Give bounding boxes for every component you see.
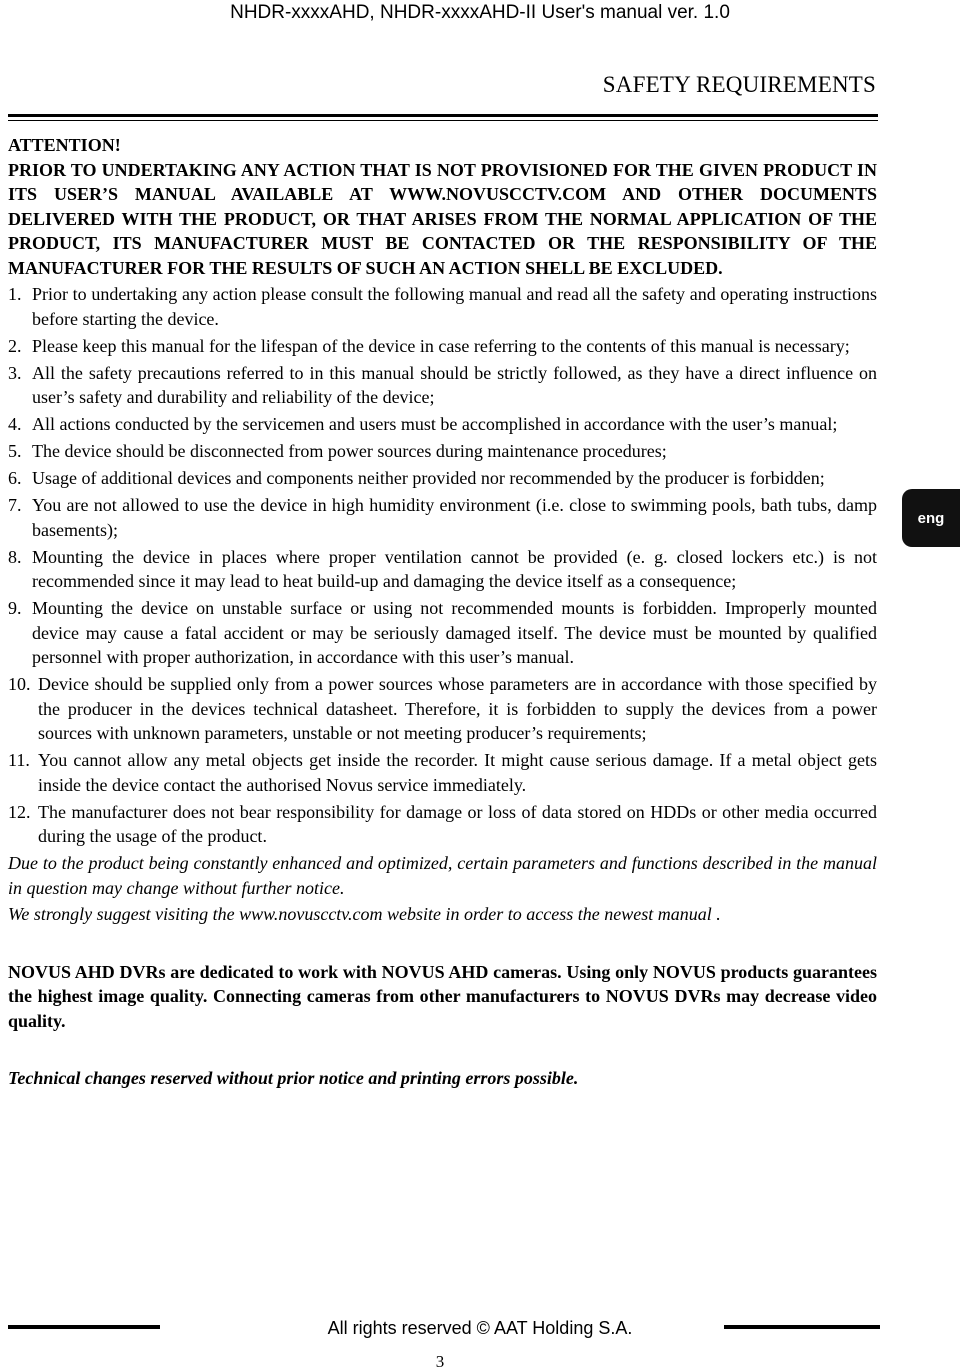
item-text: Device should be supplied only from a power sources whose parameters are in accordance with those specified by the producer in the devices technical datasheet. Therefore, it is forbidden to supply the devices from a power sources with unknown parameters, unstable or not meeting producer’s requirements; — [38, 674, 877, 743]
item-number: 11. — [8, 750, 30, 770]
list-item — [8, 800, 877, 849]
title-rule-thin — [8, 120, 878, 121]
list-item — [8, 466, 877, 491]
list-item — [8, 596, 877, 670]
ahd-compatibility-note: NOVUS AHD DVRs are dedicated to work with NOVUS AHD cameras. Using only NOVUS products guarantees the highest image quality. Connecting cameras from other manufacturers to NOVUS DVRs may decrease video quality. — [8, 961, 877, 1031]
item-text: Please keep this manual for the lifespan of the device in case referring to the contents of this manual is necessary; — [32, 335, 850, 356]
item-number: 12. — [8, 801, 31, 822]
list-item — [8, 493, 877, 542]
item-number: 9. — [8, 598, 22, 618]
item-text: Mounting the device on unstable surface or using not recommended mounts is forbidden. Improperly mounted device may cause a fatal accident or may be seriously damaged itself. The device must be mounted by qualified personnel with proper authorization, in accordance with this user’s manual. — [32, 598, 877, 667]
item-text: All actions conducted by the servicemen and users must be accomplished in accordance with the user’s manual; — [32, 414, 838, 434]
item-number: 2. — [8, 335, 22, 356]
title-rule-thick — [8, 114, 878, 117]
item-text: The manufacturer does not bear responsibility for damage or loss of data stored on HDDs or other media occurred during the usage of the product. — [38, 801, 877, 846]
page-number: 3 — [435, 1352, 445, 1371]
list-item — [8, 282, 877, 331]
item-text: Prior to undertaking any action please consult the following manual and read all the safety and operating instructions before starting the device. — [32, 284, 877, 329]
item-text: The device should be disconnected from power sources during maintenance procedures; — [32, 441, 667, 461]
footer-copyright: All rights reserved © AAT Holding S.A. — [327, 1318, 633, 1338]
item-text: Usage of additional devices and components neither provided nor recommended by the producer is forbidden; — [32, 468, 825, 488]
item-number: 8. — [8, 546, 22, 567]
attention-label: ATTENTION! — [8, 135, 121, 155]
item-number: 10. — [8, 674, 31, 694]
language-tab: eng — [902, 489, 960, 547]
item-number: 6. — [8, 468, 22, 488]
list-item — [8, 672, 877, 746]
item-number: 1. — [8, 284, 22, 304]
list-item — [8, 334, 877, 359]
item-number: 3. — [8, 362, 22, 383]
page-content — [8, 133, 877, 1091]
safety-requirements-list — [8, 282, 877, 849]
technical-changes-note: Technical changes reserved without prior notice and printing errors possible. — [8, 1068, 579, 1088]
list-item — [8, 748, 877, 797]
item-number: 7. — [8, 495, 22, 515]
item-number: 5. — [8, 441, 22, 461]
list-item — [8, 412, 877, 437]
improvement-notice: Due to the product being constantly enhanced and optimized, certain parameters and functions described in the manual in question may change without further notice. — [8, 853, 877, 898]
item-text: Mounting the device in places where proper ventilation cannot be provided (e. g. closed lockers etc.) is not recommended since it may lead to heat build-up and damaging the device itself as a consequence; — [32, 546, 877, 591]
list-item — [8, 361, 877, 410]
item-text: You are not allowed to use the device in high humidity environment (i.e. close to swimming pools, bath tubs, damp basements); — [32, 495, 877, 540]
website-notice: We strongly suggest visiting the www.novuscctv.com website in order to access the newest manual . — [8, 904, 721, 924]
list-item — [8, 439, 877, 464]
section-title: SAFETY REQUIREMENTS — [602, 72, 876, 97]
attention-warning: PRIOR TO UNDERTAKING ANY ACTION THAT IS NOT PROVISIONED FOR THE GIVEN PRODUCT IN ITS USER’S MANUAL AVAILABLE AT WWW.NOVUSCCTV.COM AND OTHER DOCUMENTS DELIVERED WITH THE PRODUCT, OR THAT ARISES FROM THE NORMAL APPLICATION OF THE PRODUCT, ITS MANUFACTURER MUST BE CONTACTED OR THE RESPONSIBILITY OF THE MANUFACTURER FOR THE RESULTS OF SUCH AN ACTION SHELL BE EXCLUDED. — [8, 159, 877, 278]
list-item — [8, 545, 877, 594]
running-header: NHDR-xxxxAHD, NHDR-xxxxAHD-II User's manual ver. 1.0 — [230, 2, 730, 23]
item-text: You cannot allow any metal objects get inside the recorder. It might cause serious damage. If a metal object gets inside the device contact the authorised Novus service immediately. — [38, 750, 877, 795]
item-text: All the safety precautions referred to in this manual should be strictly followed, as they have a direct influence on user’s safety and durability and reliability of the device; — [32, 362, 877, 407]
item-number: 4. — [8, 414, 22, 434]
